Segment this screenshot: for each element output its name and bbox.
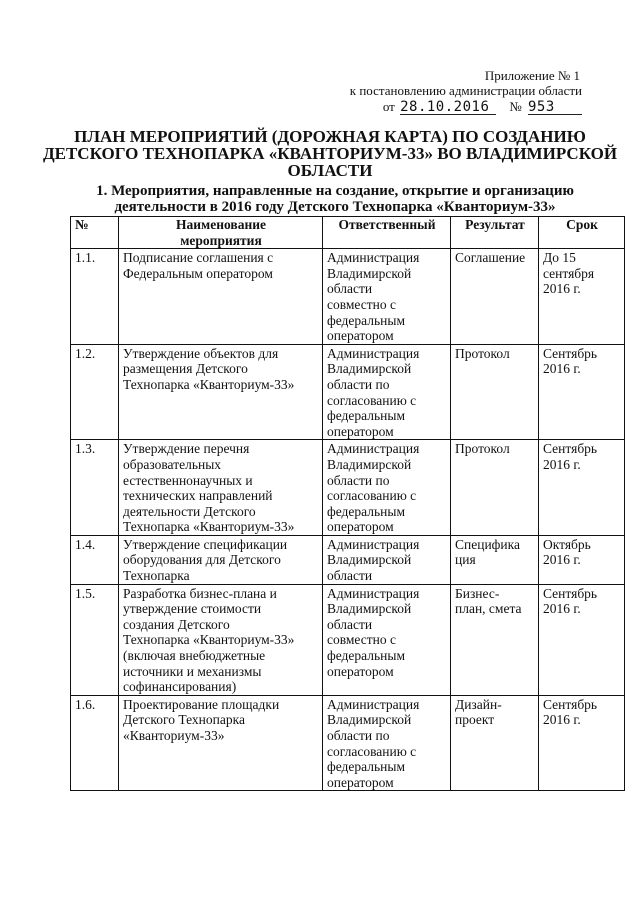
table-row (71, 584, 625, 695)
row-result: Протокол (451, 440, 539, 536)
row-responsible: Администрация Владимирской области (323, 535, 451, 584)
row-result: Дизайн- проект (451, 695, 539, 791)
table-row (71, 535, 625, 584)
row-activity: Утверждение объектов для размещения Детского Технопарка «Кванториум-33» (119, 344, 323, 440)
row-responsible: Администрация Владимирской области по согласованию с федеральным оператором (323, 440, 451, 536)
section-heading: 1. Мероприятия, направленные на создание, открытие и организацию деятельности в 2016 году Детского Технопарка «Кванториум-33» (96, 183, 574, 215)
appendix-header (282, 68, 582, 115)
table-header-row (71, 217, 625, 249)
row-term: Сентябрь 2016 г. (539, 695, 625, 791)
row-number: 1.6. (71, 695, 119, 791)
row-term: Сентябрь 2016 г. (539, 584, 625, 695)
row-number: 1.5. (71, 584, 119, 695)
appendix-reference: к постановлению администрации области (349, 83, 582, 98)
table-row (71, 695, 625, 791)
appendix-number: Приложение № 1 (484, 68, 580, 83)
header-result: Результат (451, 217, 539, 249)
table-row (71, 249, 625, 345)
row-activity: Разработка бизнес-плана и утверждение стоимости создания Детского Технопарка «Кванториум-33» (включая внебюджетные источники и механизмы софинансирования) (119, 584, 323, 695)
row-number: 1.4. (71, 535, 119, 584)
row-responsible: Администрация Владимирской области совместно с федеральным оператором (323, 584, 451, 695)
row-result: Бизнес- план, смета (451, 584, 539, 695)
row-responsible: Администрация Владимирской области по согласованию с федеральным оператором (323, 344, 451, 440)
number-label: № (509, 99, 522, 114)
row-activity: Утверждение перечня образовательных естественнонаучных и технических направлений деятельности Детского Технопарка «Кванториум-33» (119, 440, 323, 536)
row-number: 1.1. (71, 249, 119, 345)
decree-date: 28.10.2016 (400, 100, 496, 115)
document-title: ПЛАН МЕРОПРИЯТИЙ (ДОРОЖНАЯ КАРТА) ПО СОЗДАНИЮ ДЕТСКОГО ТЕХНОПАРКА «КВАНТОРИУМ-33» ВО ВЛАДИМИРСКОЙ ОБЛАСТИ (42, 127, 618, 180)
row-term: Сентябрь 2016 г. (539, 344, 625, 440)
row-result: Специфика ция (451, 535, 539, 584)
roadmap-table (70, 216, 625, 791)
row-term: Сентябрь 2016 г. (539, 440, 625, 536)
row-responsible: Администрация Владимирской области по согласованию с федеральным оператором (323, 695, 451, 791)
date-label: от (382, 99, 395, 114)
decree-number: 953 (528, 100, 582, 115)
row-number: 1.3. (71, 440, 119, 536)
row-activity: Утверждение спецификации оборудования для Детского Технопарка (119, 535, 323, 584)
row-activity: Подписание соглашения с Федеральным оператором (119, 249, 323, 345)
header-number: № (71, 217, 119, 249)
header-name: Наименование мероприятия (119, 217, 323, 249)
decree-date-number (282, 99, 582, 115)
row-number: 1.2. (71, 344, 119, 440)
row-term: Октябрь 2016 г. (539, 535, 625, 584)
table-row (71, 344, 625, 440)
header-term: Срок (539, 217, 625, 249)
row-result: Соглашение (451, 249, 539, 345)
header-responsible: Ответственный (323, 217, 451, 249)
row-responsible: Администрация Владимирской области совместно с федеральным оператором (323, 249, 451, 345)
row-term: До 15 сентября 2016 г. (539, 249, 625, 345)
row-result: Протокол (451, 344, 539, 440)
row-activity: Проектирование площадки Детского Технопарка «Кванториум-33» (119, 695, 323, 791)
table-row (71, 440, 625, 536)
